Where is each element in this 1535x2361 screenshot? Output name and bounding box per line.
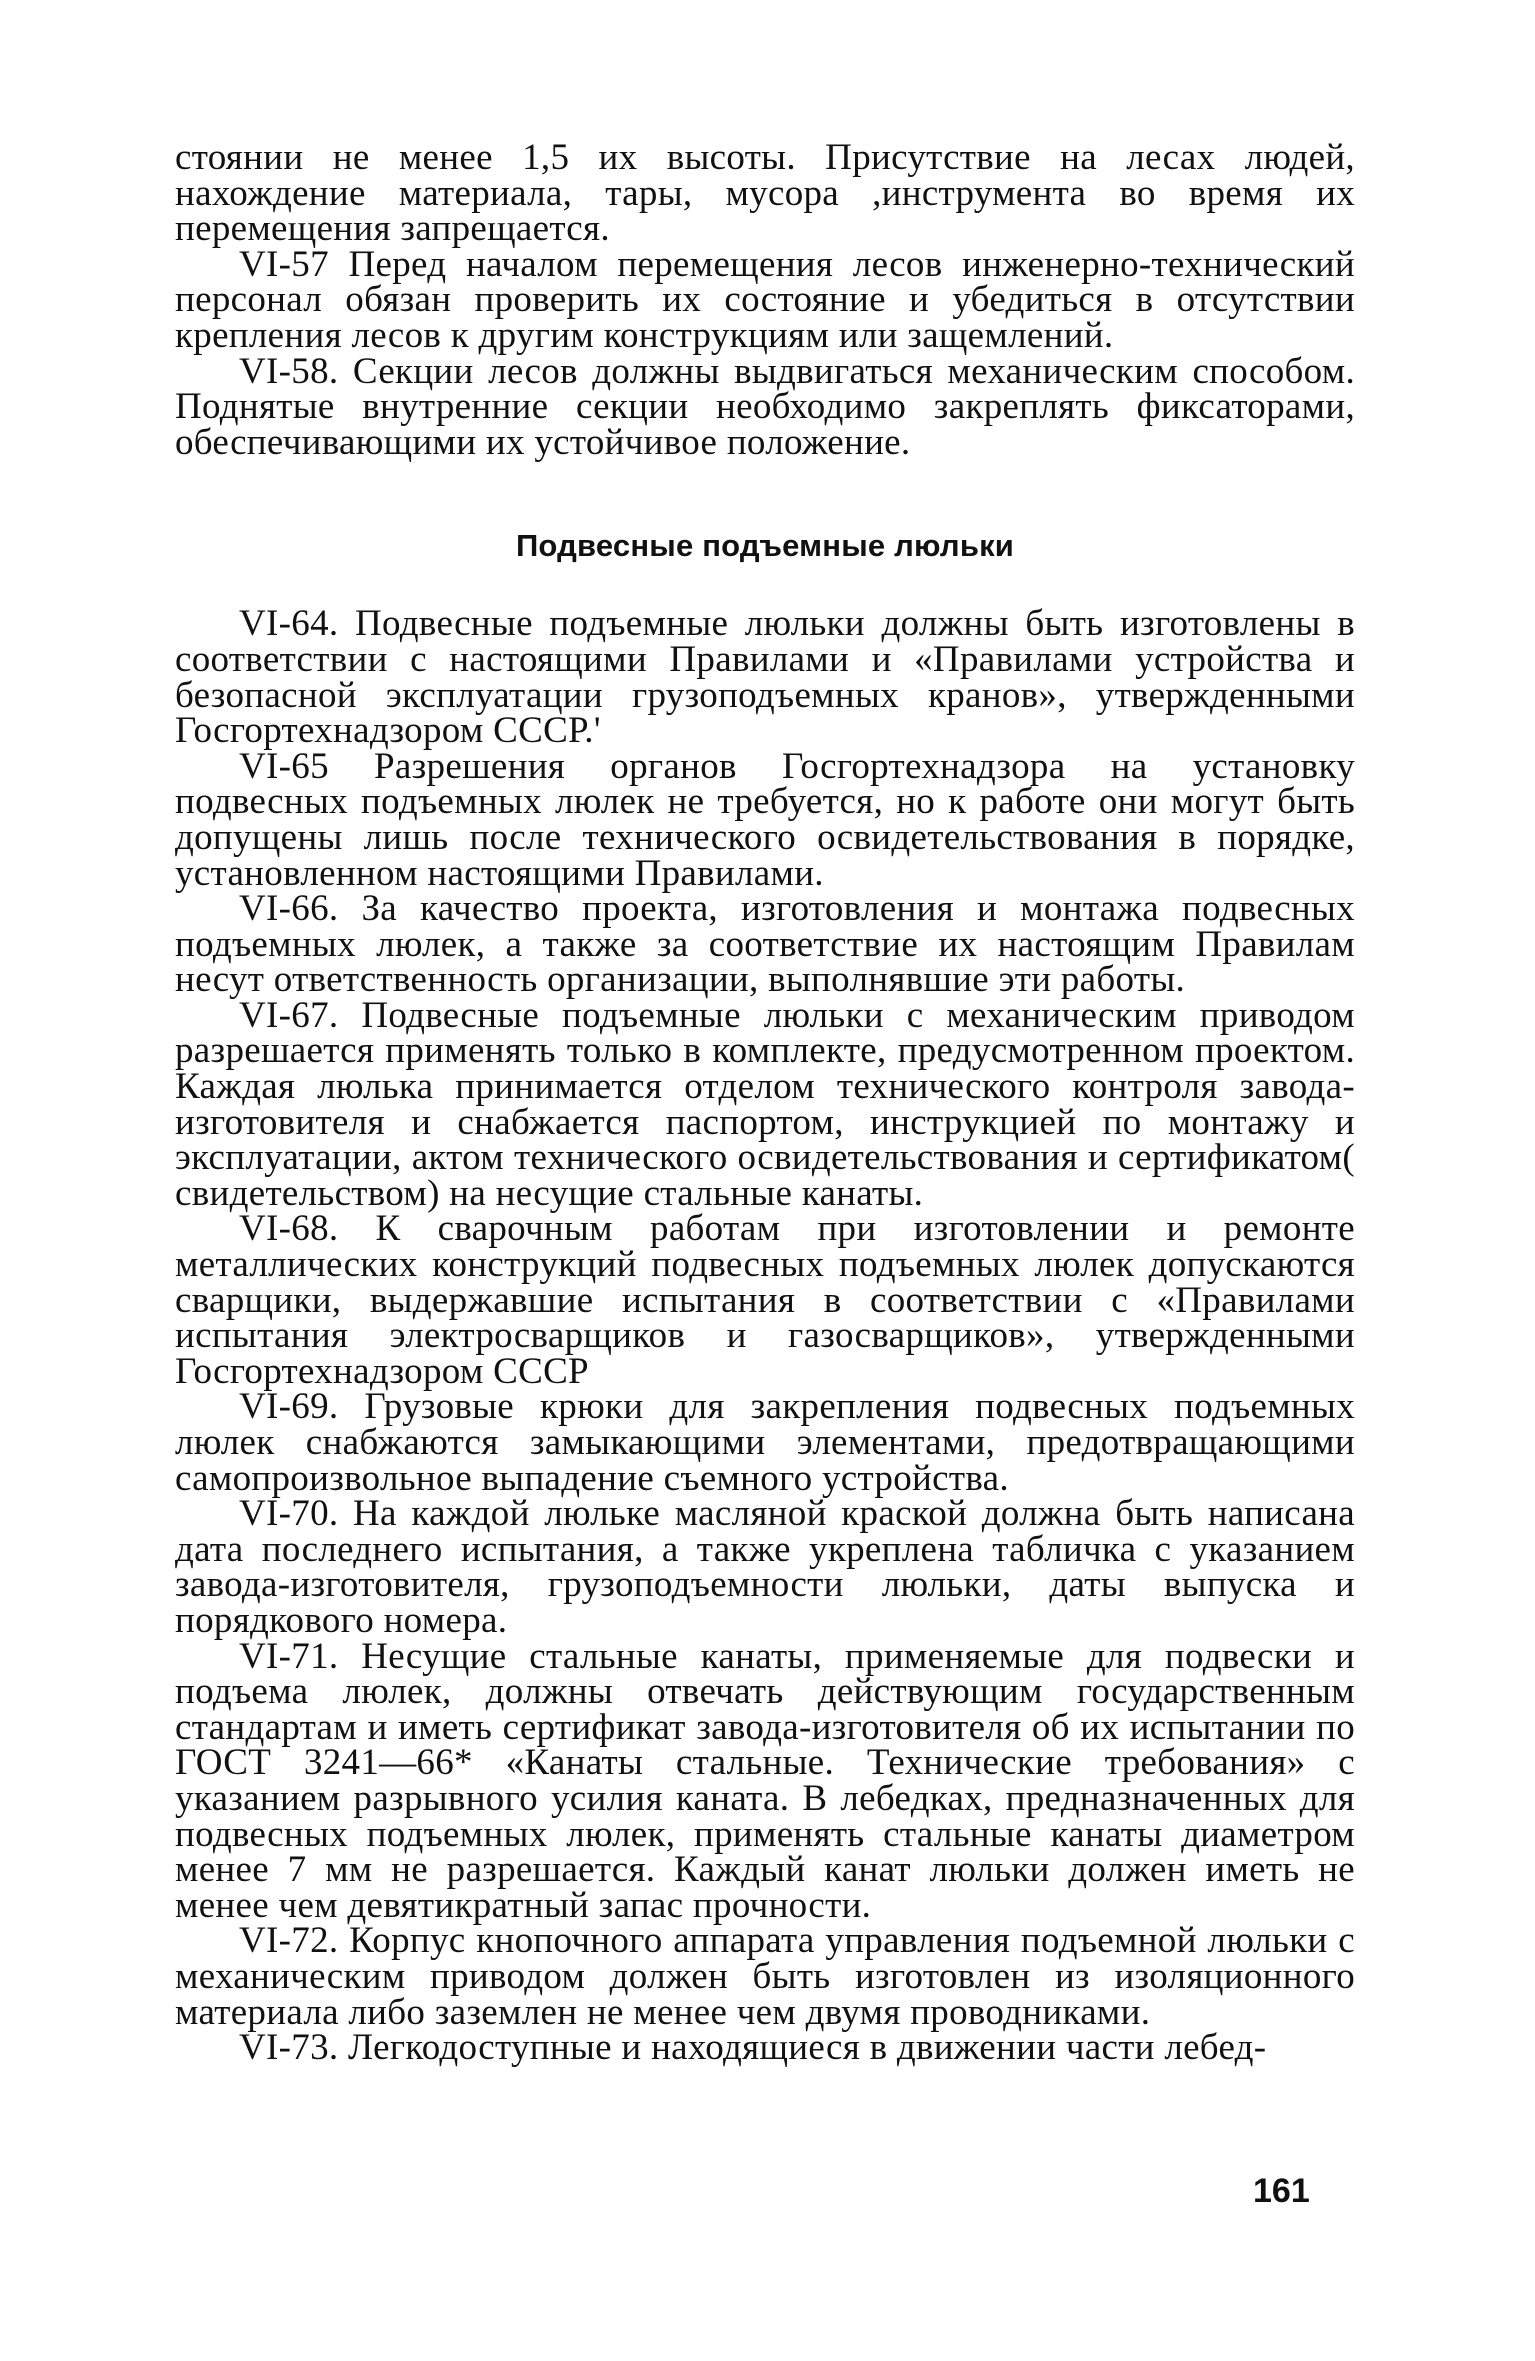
paragraph-vi-71: VI-71. Несущие стальные канаты, применяемые для подвески и подъема люлек, должны отвечать действующим государственным стандартам и иметь сертификат завода-изготовителя об их испытании по ГОСТ 3241—66* «Канаты стальные. Технические требования» с указанием разрывного усилия каната. В лебедках, предназначенных для подвесных подъемных люлек, применять стальные канаты диаметром менее 7 мм не разрешается. Каждый канат люльки должен иметь не менее чем девятикратный запас прочности.	[175, 1635, 1355, 1926]
paragraph-vi-65: VI-65 Разрешения органов Госгортехнадзора на установку подвесных подъемных люлек не требуется, но к работе они могут быть допущены лишь после технического освидетельствования в порядке, установленном настоящими Правилами.	[175, 745, 1355, 894]
paragraph-vi-69: VI-69. Грузовые крюки для закрепления подвесных подъемных люлек снабжаются замыкающими элементами, предотвращающими самопроизвольное выпадение съемного устройства.	[175, 1386, 1355, 1499]
paragraph-vi-67: VI-67. Подвесные подъемные люльки с механическим приводом разрешается применять только в комплекте, предусмотренном проектом. Каждая люлька принимается отделом технического контроля завода-изготовителя и снабжается паспортом, инструкцией по монтажу и эксплуатации, актом технического освидетельствования и сертификатом( свидетельством) на несущие стальные канаты.	[175, 994, 1355, 1214]
paragraph-continuation: стоянии не менее 1,5 их высоты. Присутствие на лесах людей, нахождение материала, тары, мусора ,инструмента во время их перемещения запрещается.	[175, 137, 1355, 250]
paragraph-vi-70: VI-70. На каждой люльке масляной краской должна быть написана дата последнего испытания, а также укреплена табличка с указанием завода-изготовителя, грузоподъемности люльки, даты выпуска и порядкового номера.	[175, 1493, 1355, 1641]
paragraph-vi-57: VI-57 Перед началом перемещения лесов инженерно-технический персонал обязан проверить их состояние и убедиться в отсутствии крепления лесов к другим конструкциям или защемлений.	[175, 243, 1355, 356]
paragraph-vi-68: VI-68. К сварочным работам при изготовлении и ремонте металлических конструкций подвесных подъемных люлек допускаются сварщики, выдержавшие испытания в соответствии с «Правилами испытания электросварщиков и газосварщиков», утвержденными Госгортехнадзором СССР	[175, 1208, 1355, 1392]
paragraph-vi-58: VI-58. Секции лесов должны выдвигаться механическим способом. Поднятые внутренние секции необходимо закреплять фиксаторами, обеспечивающими их устойчивое положение.	[175, 350, 1355, 463]
document-page	[175, 137, 1355, 2069]
paragraph-vi-64: VI-64. Подвесные подъемные люльки должны быть изготовлены в соответствии с настоящими Правилами и «Правилами устройства и безопасной эксплуатации грузоподъемных кранов», утвержденными Госгортехнадзором СССР.'	[175, 603, 1355, 752]
paragraph-vi-73: VI-73. Легкодоступные и находящиеся в движении части лебед-	[239, 2027, 1267, 2069]
paragraph-vi-66: VI-66. За качество проекта, изготовления и монтажа подвесных подъемных люлек, а также за соответствие их настоящим Правилам несут ответственность организации, выполнявшие эти работы.	[175, 888, 1355, 1001]
section-heading: Подвесные подъемные люльки	[515, 528, 1015, 564]
page-number: 161	[1253, 2172, 1310, 2210]
paragraph-vi-72: VI-72. Корпус кнопочного аппарата управления подъемной люльки с механическим приводом должен быть изготовлен из изоляционного материала либо заземлен не менее чем двумя проводниками.	[175, 1920, 1355, 2033]
